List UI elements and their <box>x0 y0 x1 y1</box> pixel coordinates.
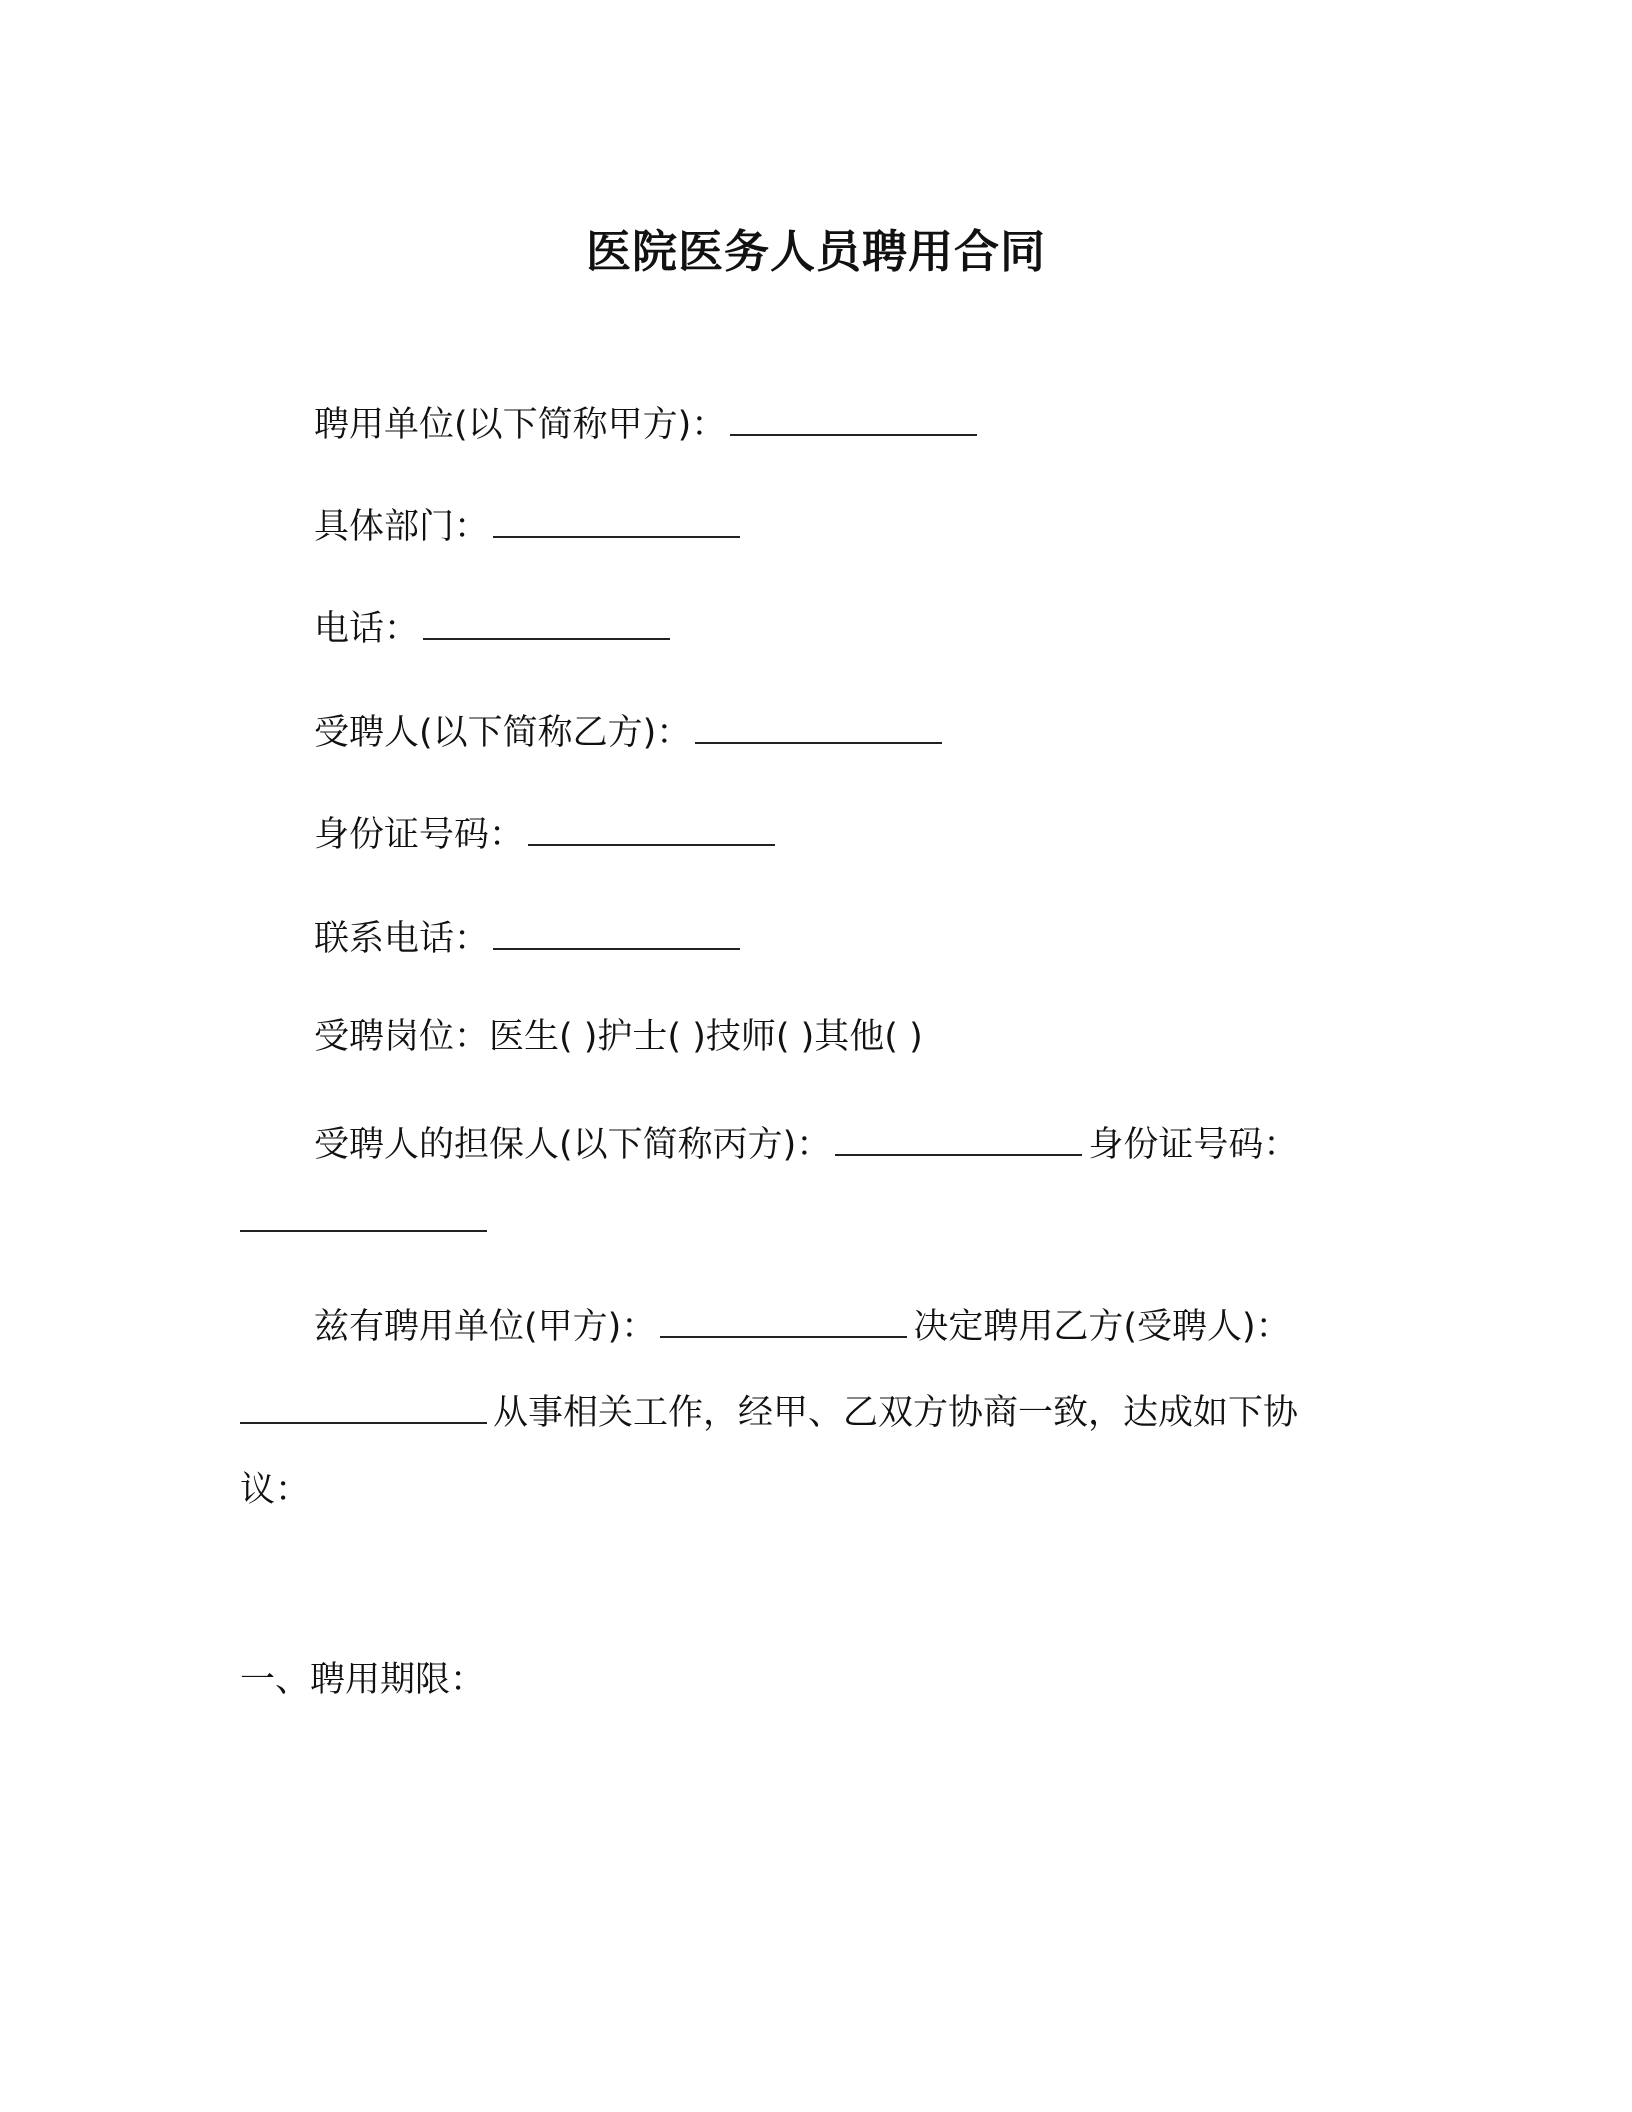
guarantor-line <box>314 1116 1298 1170</box>
agreement-part3: 从事相关工作，经甲、乙双方协商一致，达成如下协议： <box>240 1393 1299 1510</box>
guarantor-id-line <box>240 1192 493 1246</box>
field-label: 具体部门： <box>314 507 490 547</box>
fill-blank[interactable] <box>240 1192 487 1232</box>
agreement-part2: 决定聘用乙方(受聘人)： <box>913 1307 1291 1347</box>
fill-blank[interactable] <box>240 1384 487 1424</box>
field-id-number <box>314 806 781 860</box>
guarantor-label: 受聘人的担保人(以下简称丙方)： <box>314 1125 832 1165</box>
fill-blank[interactable] <box>730 396 977 436</box>
fill-blank[interactable] <box>835 1116 1082 1156</box>
field-employee <box>314 704 948 758</box>
agreement-part1: 兹有聘用单位(甲方)： <box>314 1307 657 1347</box>
document-title: 医院医务人员聘用合同 <box>585 225 1046 278</box>
field-employer <box>314 396 983 450</box>
field-department <box>314 498 746 552</box>
fill-blank[interactable] <box>423 600 670 640</box>
agreement-continuation <box>240 1375 1360 1529</box>
field-label: 电话： <box>314 609 420 649</box>
field-label: 聘用单位(以下简称甲方)： <box>314 405 727 445</box>
field-label: 身份证号码： <box>314 815 525 855</box>
field-contact-phone <box>314 910 746 964</box>
fill-blank[interactable] <box>528 806 775 846</box>
guarantor-id-label: 身份证号码： <box>1088 1125 1299 1165</box>
field-label: 联系电话： <box>314 919 490 959</box>
fill-blank[interactable] <box>493 910 740 950</box>
field-phone <box>314 600 676 654</box>
agreement-line-1 <box>314 1298 1291 1352</box>
position-line: 受聘岗位：医生( )护士( )技师( )其他( ) <box>314 1017 923 1057</box>
fill-blank[interactable] <box>660 1298 907 1338</box>
fill-blank[interactable] <box>493 498 740 538</box>
fill-blank[interactable] <box>695 704 942 744</box>
field-label: 受聘人(以下简称乙方)： <box>314 713 692 753</box>
section-heading-term: 一、聘用期限： <box>240 1660 486 1700</box>
